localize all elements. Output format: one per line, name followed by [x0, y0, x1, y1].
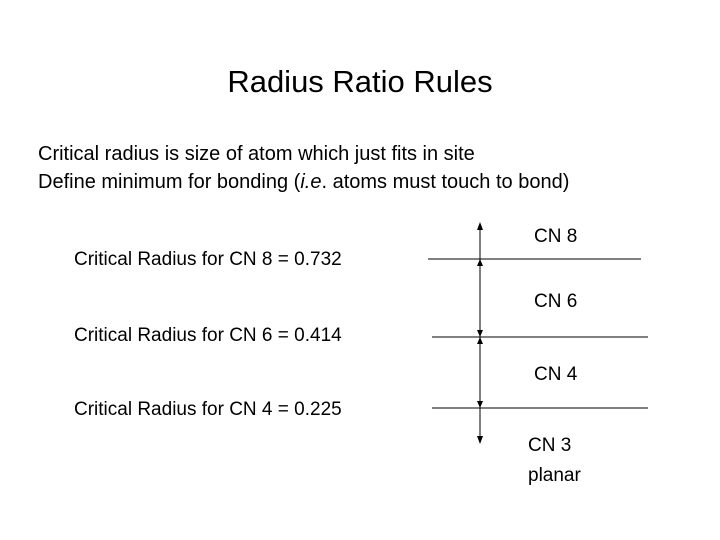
intro-line-1: Critical radius is size of atom which just fits in site [38, 143, 475, 165]
arrow-up-cn6 [477, 337, 483, 344]
cn8-label: CN 8 [534, 226, 578, 247]
critical-radius-cn8: Critical Radius for CN 8 = 0.732 [74, 249, 342, 270]
cn3-label-line1: CN 3 [528, 435, 572, 456]
arrow-down-bottom [477, 436, 483, 444]
cn6-label: CN 6 [534, 291, 578, 312]
arrow-up-top [477, 222, 483, 230]
arrow-up-cn8 [477, 259, 483, 266]
intro-line-2-suffix: . atoms must touch to bond) [321, 171, 570, 193]
critical-radius-cn4: Critical Radius for CN 4 = 0.225 [74, 399, 342, 420]
cn3-label-line2: planar [528, 465, 581, 486]
critical-radius-cn6: Critical Radius for CN 6 = 0.414 [74, 325, 342, 346]
cn4-label: CN 4 [534, 364, 578, 385]
intro-line-2-italic: i.e [300, 171, 322, 193]
arrow-down-cn4 [477, 401, 483, 408]
arrow-down-cn6 [477, 330, 483, 337]
intro-line-2-prefix: Define minimum for bonding ( [38, 171, 301, 193]
slide-title: Radius Ratio Rules [227, 64, 493, 99]
